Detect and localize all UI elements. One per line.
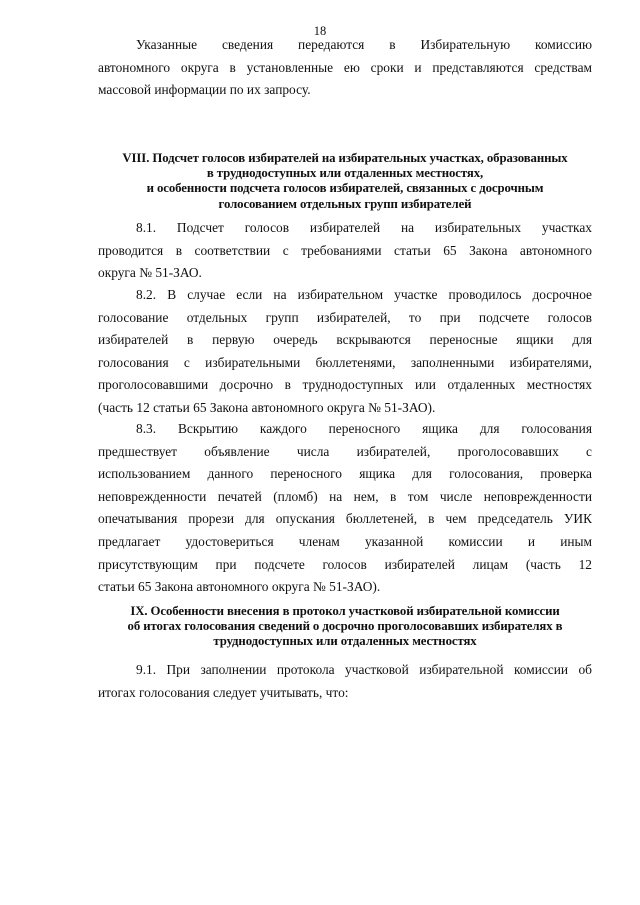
text-line: 8.3. Вскрытию каждого переносного ящика для голосования bbox=[136, 421, 592, 436]
heading-line: в труднодоступных или отдаленных местностях, bbox=[206, 166, 484, 181]
text-line: автономного округа в установленные ею сроки и представляются средствам bbox=[98, 59, 592, 75]
paragraph-8-3 bbox=[98, 418, 592, 599]
paragraph-9-1 bbox=[98, 659, 592, 704]
text-line: 9.1. При заполнении протокола участковой избирательной комиссии об bbox=[136, 662, 592, 677]
text-line: предлагает удостовериться членам указанной комиссии и иным bbox=[98, 533, 592, 549]
heading-line: голосованием отдельных групп избирателей bbox=[218, 196, 472, 211]
text-line: 8.2. В случае если на избирательном участке проводилось досрочное bbox=[136, 287, 592, 302]
heading-line: IX. Особенности внесения в протокол участковой избирательной комиссии bbox=[130, 604, 560, 618]
text-line: округа № 51-ЗАО. bbox=[98, 265, 202, 281]
text-line: голосования с избирательными бюллетенями, заполненными избирателями, bbox=[98, 354, 592, 370]
text-line: массовой информации по их запросу. bbox=[98, 82, 311, 98]
text-line: 8.1. Подсчет голосов избирателей на избирательных участках bbox=[136, 220, 592, 235]
text-line: неповрежденности печатей (пломб) на нем, в том числе неповрежденности bbox=[98, 488, 592, 504]
text-line: предшествует объявление числа избирателей, проголосовавших с bbox=[98, 443, 592, 459]
text-line: голосование отдельных групп избирателей, то при подсчете голосов bbox=[98, 309, 592, 325]
section-8-heading bbox=[98, 151, 592, 212]
intro-paragraph bbox=[98, 34, 592, 102]
text-line: присутствующим при подсчете голосов избирателей лицам (часть 12 bbox=[98, 556, 592, 572]
heading-line: VIII. Подсчет голосов избирателей на избирательных участках, образованных bbox=[122, 151, 568, 165]
paragraph-8-2 bbox=[98, 284, 592, 420]
text-line: использованием данного переносного ящика для голосования, проверка bbox=[98, 466, 592, 482]
text-line: опечатывания прорези для опускания бюллетеней, в чем председатель УИК bbox=[98, 511, 592, 527]
text-line: избирателей в первую очередь вскрываются переносные ящики для bbox=[98, 332, 592, 348]
text-line: Указанные сведения передаются в Избирательную комиссию bbox=[136, 37, 592, 52]
text-line: проводится в соответствии с требованиями статьи 65 Закона автономного bbox=[98, 242, 592, 258]
heading-line: об итогах голосования сведений о досрочно проголосовавших избирателях в bbox=[127, 619, 563, 634]
heading-line: и особенности подсчета голосов избирателей, связанных с досрочным bbox=[146, 181, 544, 196]
section-9-heading bbox=[98, 604, 592, 650]
paragraph-8-1 bbox=[98, 217, 592, 285]
page-number: 18 bbox=[313, 24, 327, 38]
text-line: итогах голосования следует учитывать, что: bbox=[98, 684, 349, 700]
heading-line: труднодоступных или отдаленных местностях bbox=[213, 634, 477, 649]
text-line: проголосовавшими досрочно в труднодоступных или отдаленных местностях bbox=[98, 377, 592, 393]
text-line: (часть 12 статьи 65 Закона автономного округа № 51-ЗАО). bbox=[98, 399, 436, 415]
text-line: статьи 65 Закона автономного округа № 51-ЗАО). bbox=[98, 579, 381, 595]
